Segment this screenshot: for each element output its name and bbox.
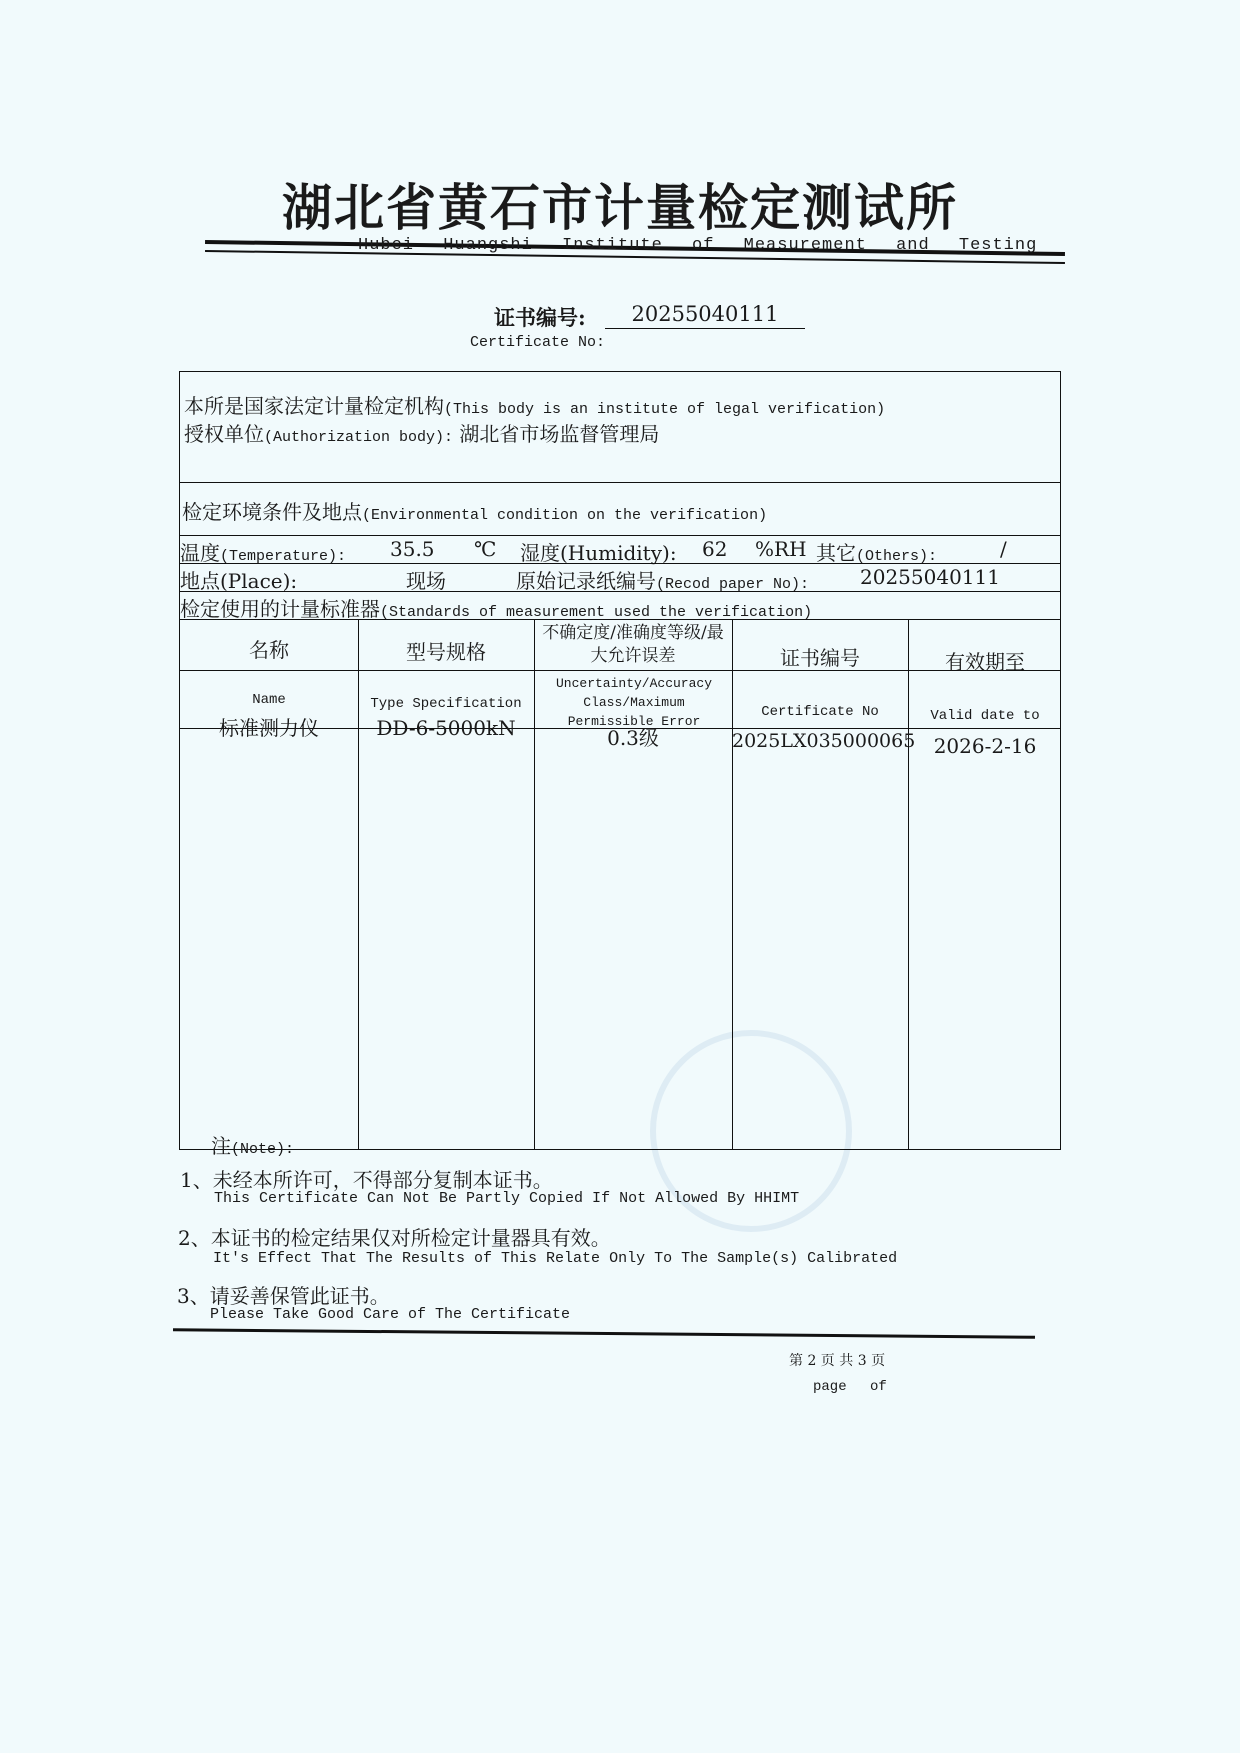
col-header-name: 名称 bbox=[249, 638, 289, 662]
col-header-uncertainty: 不确定度/准确度等级/最大允许误差 bbox=[542, 623, 724, 666]
place-value: 现场 bbox=[406, 569, 446, 593]
divider bbox=[180, 591, 1060, 592]
note-2-cn: 2、本证书的检定结果仅对所检定计量器具有效。 bbox=[178, 1226, 611, 1250]
notes-heading-en: (Note): bbox=[231, 1141, 295, 1158]
divider bbox=[180, 619, 1060, 620]
others-label: 其它 bbox=[816, 541, 856, 565]
col-header-cert-en: Certificate No bbox=[761, 704, 879, 720]
note-1-cn: 1、未经本所许可，不得部分复制本证书。 bbox=[180, 1168, 553, 1192]
authority-line1 bbox=[184, 390, 885, 419]
authorization-label-en: (Authorization body): bbox=[264, 429, 454, 446]
place-label: 地点(Place): bbox=[180, 569, 298, 593]
cell-cert-no: 2025LX035000065 bbox=[732, 730, 916, 752]
temperature-label-en: (Temperature): bbox=[220, 548, 347, 565]
authority-line1-cn: 本所是国家法定计量检定机构 bbox=[184, 394, 444, 418]
notes-heading bbox=[211, 1130, 294, 1159]
note-2-en: It's Effect That The Results of This Relate Only To The Sample(s) Calibrated bbox=[213, 1250, 898, 1267]
humidity-unit: %RH bbox=[755, 537, 807, 561]
standards-heading bbox=[180, 593, 812, 622]
humidity-label: 湿度(Humidity): bbox=[520, 541, 677, 565]
others-value: / bbox=[1000, 537, 1007, 561]
cell-name: 标准测力仪 bbox=[219, 716, 319, 740]
authorization-label: 授权单位 bbox=[184, 422, 264, 446]
col-header-cert: 证书编号 bbox=[780, 646, 860, 670]
temperature-row bbox=[180, 537, 1060, 566]
divider bbox=[180, 535, 1060, 536]
certificate-no-label-en: Certificate No: bbox=[470, 334, 606, 351]
environment-heading-en: (Environmental condition on the verification) bbox=[362, 507, 768, 524]
temperature-label: 温度 bbox=[180, 541, 220, 565]
humidity-value: 62 bbox=[702, 537, 728, 561]
place-row bbox=[180, 565, 1060, 594]
cell-valid-date: 2026-2-16 bbox=[933, 734, 1037, 758]
others-label-en: (Others): bbox=[856, 548, 938, 565]
col-header-type: 型号规格 bbox=[406, 640, 486, 664]
col-header-uncertainty-en: Uncertainty/Accuracy Class/Maximum Permissible Error bbox=[555, 676, 713, 729]
temperature-unit: ℃ bbox=[474, 537, 497, 561]
col-header-valid: 有效期至 bbox=[945, 650, 1025, 674]
page-label-en: page bbox=[813, 1379, 847, 1395]
record-paper-label: 原始记录纸编号 bbox=[516, 569, 656, 593]
certificate-no-value: 20255040111 bbox=[605, 302, 805, 329]
temperature-value: 35.5 bbox=[390, 537, 435, 561]
standards-heading-cn: 检定使用的计量标准器 bbox=[180, 597, 380, 621]
note-1-en: This Certificate Can Not Be Partly Copied If Not Allowed By HHIMT bbox=[214, 1190, 800, 1207]
page-number: 第 2 页 共 3 页 bbox=[789, 1353, 886, 1369]
cell-type: DD-6-5000kN bbox=[376, 716, 516, 740]
environment-heading-cn: 检定环境条件及地点 bbox=[182, 500, 362, 524]
certificate-table bbox=[179, 371, 1061, 1150]
standards-heading-en: (Standards of measurement used the verification) bbox=[380, 604, 813, 621]
environment-heading bbox=[182, 496, 767, 525]
col-header-valid-en: Valid date to bbox=[930, 708, 1040, 724]
cell-uncertainty: 0.3级 bbox=[607, 726, 659, 750]
institute-title: 湖北省黄石市计量检定测试所 bbox=[282, 178, 958, 237]
notes-heading-cn: 注 bbox=[211, 1134, 231, 1158]
footer-rule bbox=[173, 1328, 1035, 1338]
authorization-body: 湖北省市场监督管理局 bbox=[459, 422, 660, 446]
note-3-en: Please Take Good Care of The Certificate bbox=[210, 1306, 571, 1323]
certificate-no-label: 证书编号: bbox=[494, 305, 586, 330]
institute-subtitle: Hubei Huangshi Institute of Measurement and Testing bbox=[358, 236, 1038, 255]
record-paper-label-en: (Recod paper No): bbox=[656, 576, 810, 593]
col-header-name-en: Name bbox=[252, 692, 286, 708]
authority-line2 bbox=[184, 418, 659, 447]
col-header-type-en: Type Specification bbox=[370, 696, 522, 712]
divider bbox=[180, 482, 1060, 483]
of-label-en: of bbox=[870, 1379, 887, 1395]
note-3-cn: 3、请妥善保管此证书。 bbox=[177, 1284, 390, 1308]
record-paper-value: 20255040111 bbox=[860, 565, 1000, 589]
authority-line1-en: (This body is an institute of legal verification) bbox=[444, 401, 886, 418]
divider bbox=[180, 563, 1060, 564]
col-divider bbox=[534, 619, 535, 1149]
